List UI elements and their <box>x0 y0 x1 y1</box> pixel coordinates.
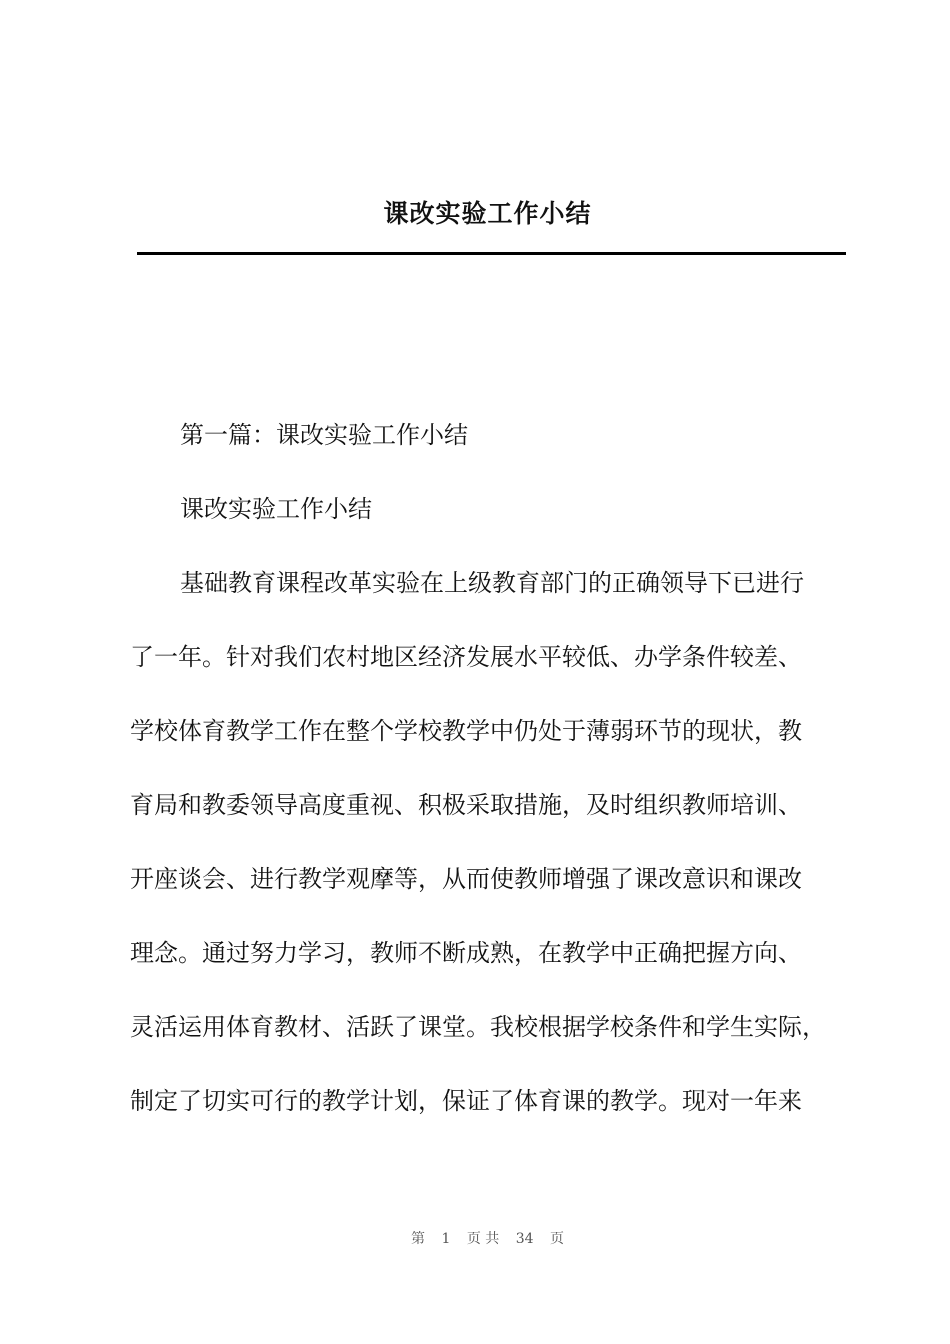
title-underline <box>137 252 846 255</box>
total-pages: 34 <box>515 1231 534 1247</box>
footer-di: 第 <box>410 1231 425 1247</box>
paragraph-line: 制定了切实可行的教学计划，保证了体育课的教学。现对一年来 <box>130 1087 802 1115</box>
document-body <box>130 418 854 1158</box>
footer-ye-gong: 页 共 <box>466 1231 500 1247</box>
paragraph-line: 基础教育课程改革实验在上级教育部门的正确领导下已进行 <box>180 569 804 597</box>
subsection-heading: 课改实验工作小结 <box>180 495 372 523</box>
footer-ye: 页 <box>550 1231 564 1247</box>
paragraph-line: 学校体育教学工作在整个学校教学中仍处于薄弱环节的现状，教 <box>130 717 802 745</box>
document-title: 课改实验工作小结 <box>383 199 592 228</box>
paragraph-line: 理念。通过努力学习，教师不断成熟，在教学中正确把握方向、 <box>130 939 802 967</box>
page-number: 1 <box>441 1231 451 1247</box>
paragraph-line: 育局和教委领导高度重视、积极采取措施，及时组织教师培训、 <box>130 791 802 819</box>
paragraph-line: 了一年。针对我们农村地区经济发展水平较低、办学条件较差、 <box>130 643 802 671</box>
page-footer <box>0 1229 950 1249</box>
section-heading: 第一篇：课改实验工作小结 <box>180 421 468 449</box>
paragraph-line: 开座谈会、进行教学观摩等，从而使教师增强了课改意识和课改 <box>130 865 802 893</box>
paragraph-line: 灵活运用体育教材、活跃了课堂。我校根据学校条件和学生实际， <box>130 1013 826 1041</box>
